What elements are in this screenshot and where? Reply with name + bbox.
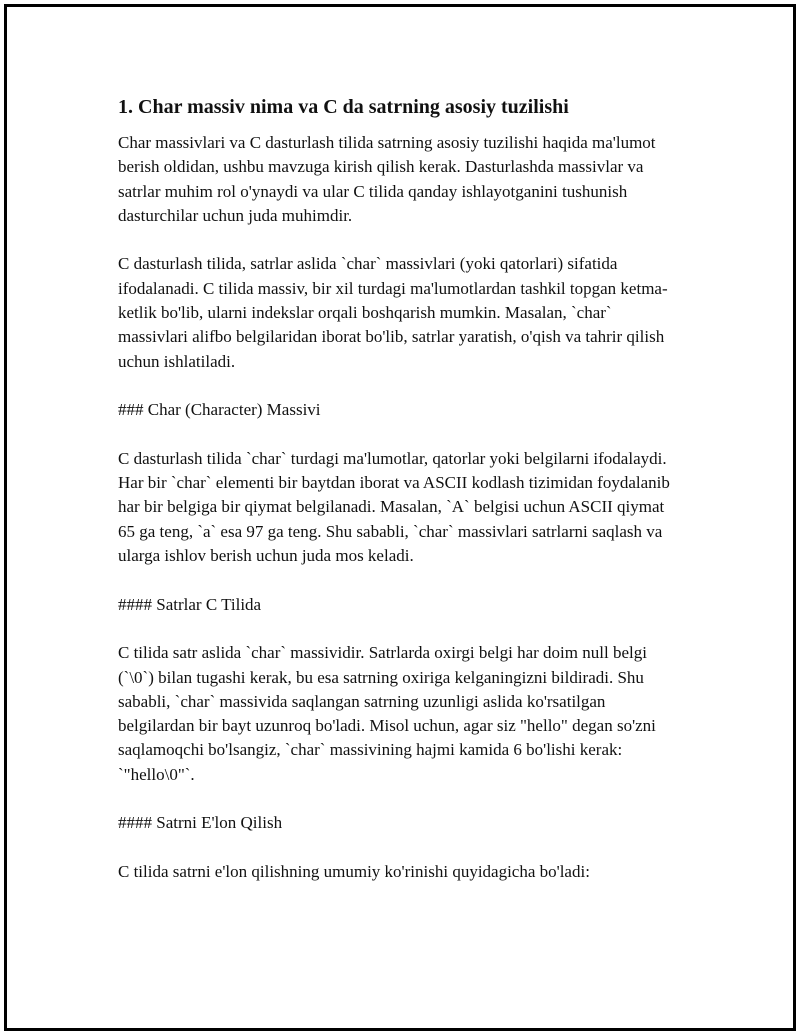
heading-satrni-elon-qilish: #### Satrni E'lon Qilish bbox=[118, 813, 283, 833]
document-body bbox=[118, 93, 678, 909]
heading-char-massivi: ### Char (Character) Massivi bbox=[118, 400, 321, 420]
document-title: 1. Char massiv nima va C da satrning asosiy tuzilishi bbox=[118, 96, 569, 118]
paragraph-declaration-intro: C tilida satrni e'lon qilishning umumiy ko'rinishi quyidagicha bo'ladi: bbox=[118, 861, 590, 881]
heading-satrlar-c-tilida: #### Satrlar C Tilida bbox=[118, 594, 262, 614]
paragraph-strings-as-char-arrays: C dasturlash tilida, satrlar aslida `char` massivlari (yoki qatorlari) sifatida ifodalanadi. C tilida massiv, bir xil turdagi ma'lumotlardan tashkil topgan ketma-ketlik bo'lib, ularni indekslar orqali boshqarish mumkin. Masalan, `char` massivlari alifbo belgilaridan iborat bo'lib, satrlar yaratish, o'qish va tahrir qilish uchun ishlatiladi. bbox=[118, 254, 668, 371]
paragraph-null-terminator: C tilida satr aslida `char` massividir. Satrlarda oxirgi belgi har doim null belgi (`\0`) bilan tugashi kerak, bu esa satrning oxiriga kelganingizni bildiradi. Shu sababli, `char` massivida saqlangan satrning uzunligi aslida ko'rsatilgan belgilardan bir bayt uzunroq bo'ladi. Misol uchun, agar siz "hello" degan so'zni saqlamoqchi bo'lsangiz, `char` massivining hajmi kamida 6 bo'lishi kerak: `"hello\0"`. bbox=[118, 643, 656, 784]
paragraph-intro: Char massivlari va C dasturlash tilida satrning asosiy tuzilishi haqida ma'lumot berish oldidan, ushbu mavzuga kirish qilish kerak. Dasturlashda massivlar va satrlar muhim rol o'ynaydi va ular C tilida qanday ishlayotganini tushunish dasturchilar uchun juda muhimdir. bbox=[118, 133, 656, 225]
paragraph-char-type: C dasturlash tilida `char` turdagi ma'lumotlar, qatorlar yoki belgilarni ifodalaydi. Har bir `char` elementi bir baytdan iborat va ASCII kodlash tizimidan foydalanib har bir belgiga bir qiymat belgilanadi. Masalan, `A` belgisi uchun ASCII qiymat 65 ga teng, `a` esa 97 ga teng. Shu sababli, `char` massivlari satrlarni saqlash va ularga ishlov berish uchun juda mos keladi. bbox=[118, 448, 670, 566]
